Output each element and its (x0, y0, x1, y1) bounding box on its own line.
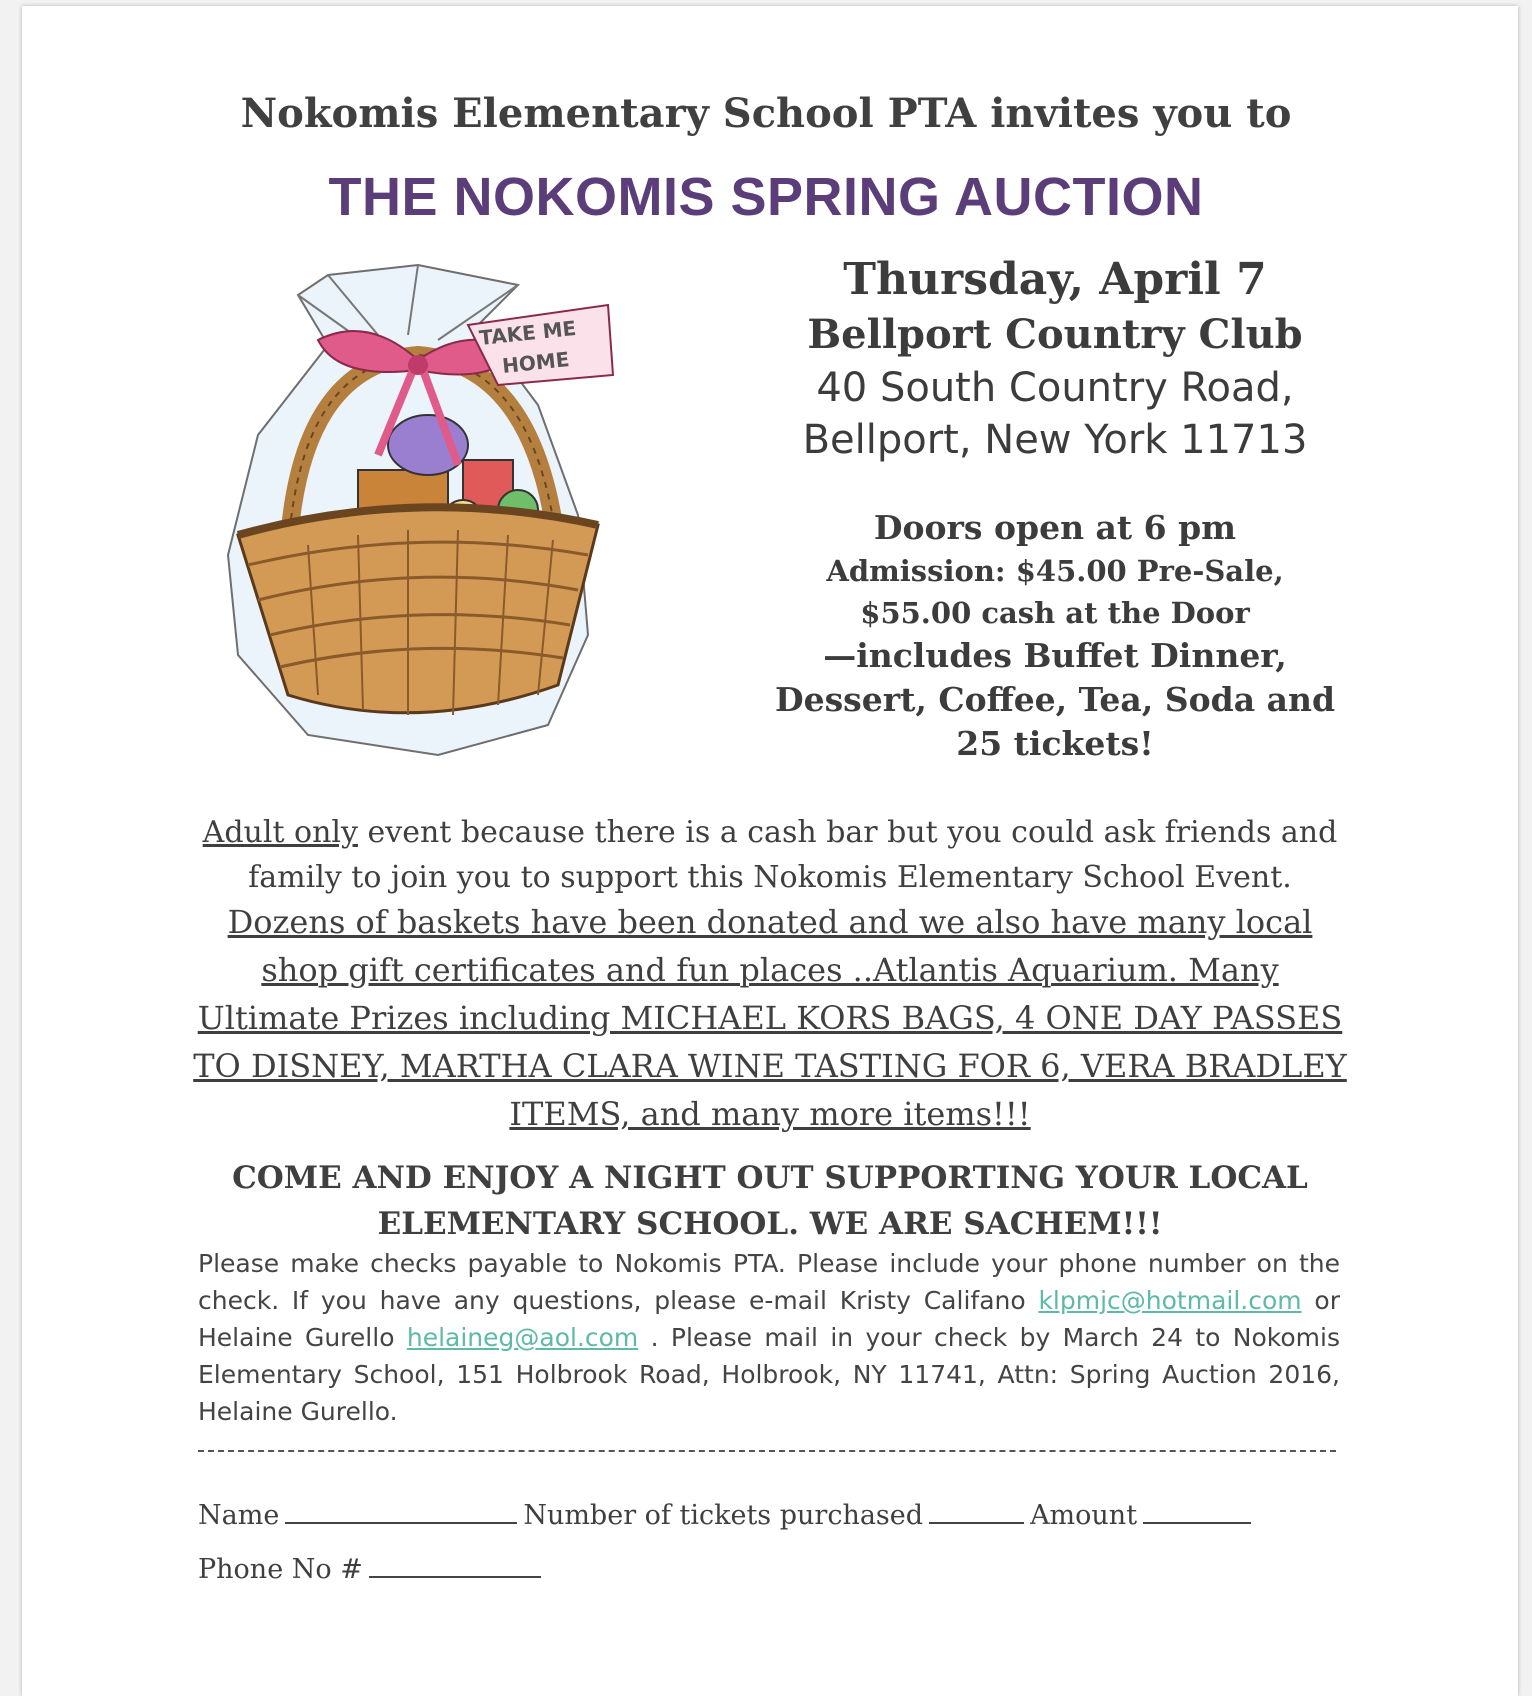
payment-text-1: Please make checks payable to Nokomis PTA. Please include your phone number on the check. If you have any questions, please e-mail Kristy Califano (198, 1249, 1340, 1315)
payment-text-3: . Please mail in your check by March 24 to Nokomis Elementary School, 151 Holbrook Road, Holbrook, NY 11741, Attn: Spring Auction 2016, Helaine Gurello. (198, 1323, 1340, 1426)
email-link-helaine[interactable]: helaineg@aol.com (406, 1323, 639, 1352)
gift-basket-illustration (218, 255, 658, 775)
event-details (770, 252, 1340, 766)
tickets-label: Number of tickets purchased (523, 1500, 924, 1531)
order-form-row-2 (198, 1552, 547, 1585)
phone-blank[interactable] (369, 1552, 541, 1578)
adult-only-label: Adult only (202, 815, 358, 850)
cut-line-divider (198, 1450, 1336, 1452)
tickets-blank[interactable] (929, 1498, 1024, 1524)
invitation-line: Nokomis Elementary School PTA invites you to (240, 90, 1292, 137)
payment-text-2: or Helaine Gurello (198, 1286, 1340, 1352)
adult-only-text: event because there is a cash bar but you could ask friends and family to join you to support this Nokomis Elementary School Event. (248, 815, 1338, 895)
auction-title: THE NOKOMIS SPRING AUCTION (328, 167, 1204, 227)
order-form-row-1 (198, 1498, 1257, 1531)
payment-instructions (198, 1245, 1340, 1430)
venue-address-line1: 40 South Country Road, (816, 365, 1294, 411)
amount-blank[interactable] (1143, 1498, 1251, 1524)
adult-only-notice (200, 810, 1340, 900)
name-blank[interactable] (285, 1498, 517, 1524)
name-label: Name (198, 1500, 280, 1531)
includes-line2: Dessert, Coffee, Tea, Soda and (774, 680, 1336, 719)
includes-line3: 25 tickets! (956, 724, 1154, 763)
venue-address-line2: Bellport, New York 11713 (802, 417, 1308, 463)
tag-line-1: TAKE ME (478, 315, 578, 350)
prizes-description: Dozens of baskets have been donated and we also have many local shop gift certificates and fun places ..Atlantis Aquarium. Many Ultimate Prizes including MICHAEL KORS BAGS, 4 ONE DAY PASSES TO DISNEY, MARTHA CLARA WINE TASTING FOR 6, VERA BRADLEY ITEMS, and many more items!!! (193, 903, 1347, 1133)
phone-label: Phone No # (198, 1554, 363, 1585)
admission-door: $55.00 cash at the Door (860, 596, 1250, 630)
event-venue: Bellport Country Club (807, 311, 1303, 358)
call-to-action: COME AND ENJOY A NIGHT OUT SUPPORTING YOUR LOCAL ELEMENTARY SCHOOL. WE ARE SACHEM!!! (232, 1160, 1308, 1242)
includes-line1: —includes Buffet Dinner, (823, 636, 1287, 675)
event-date: Thursday, April 7 (843, 254, 1267, 305)
amount-label: Amount (1030, 1500, 1138, 1531)
email-link-kristy[interactable]: klpmjc@hotmail.com (1038, 1286, 1302, 1315)
doors-open-time: Doors open at 6 pm (873, 508, 1237, 547)
tag-line-2: HOME (501, 347, 571, 378)
admission-presale: Admission: $45.00 Pre-Sale, (826, 554, 1284, 588)
